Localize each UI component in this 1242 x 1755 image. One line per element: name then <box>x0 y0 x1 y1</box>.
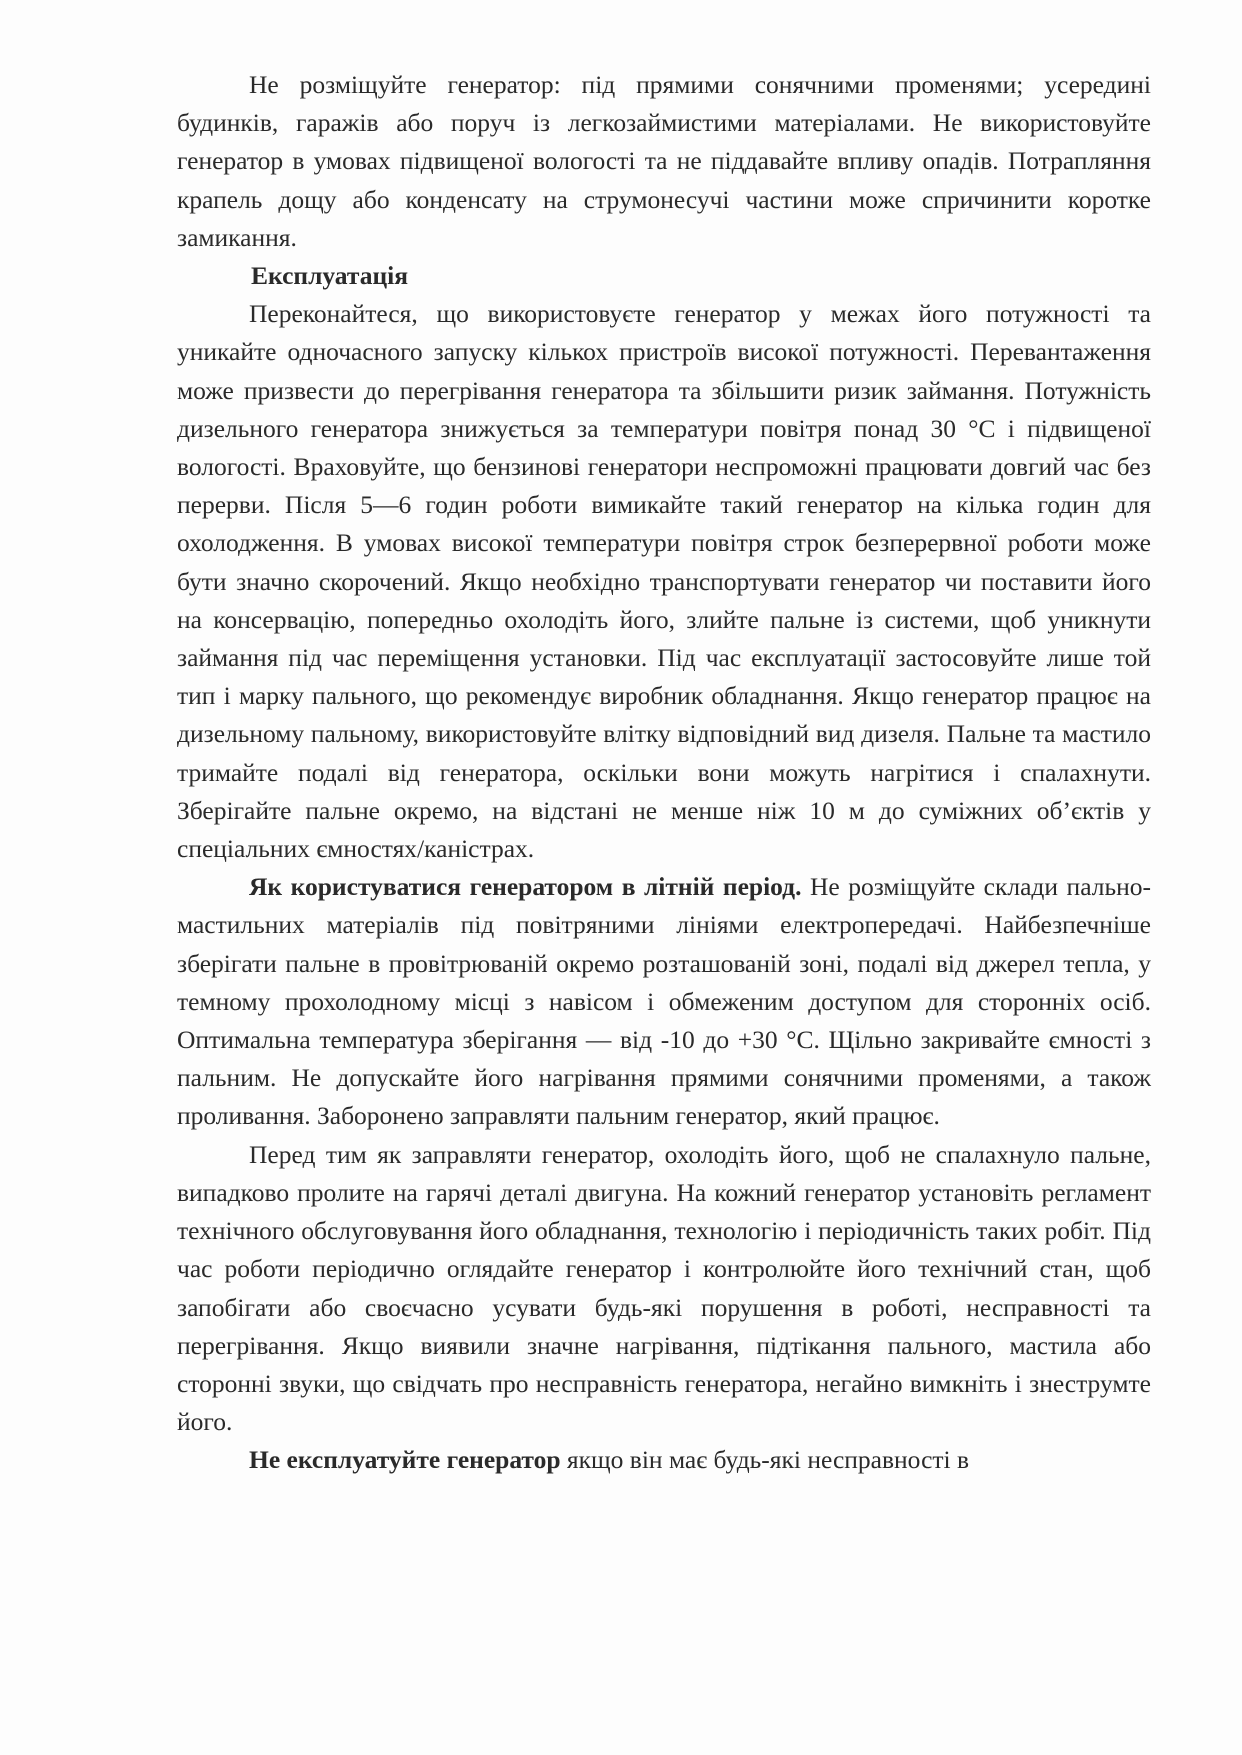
paragraph-summer-use <box>177 868 1151 1135</box>
summer-use-heading: Як користуватися генератором в літній період. <box>249 872 802 902</box>
paragraph-do-not-operate <box>177 1441 1151 1479</box>
do-not-operate-text: якщо він має будь-які несправності в <box>560 1445 970 1475</box>
paragraph-refueling: Перед тим як заправляти генератор, охолодіть його, щоб не спалахнуло пальне, випадково пролите на гарячі деталі двигуна. На кожний генератор установіть регламент технічного обслуговування його обладнання, технологію і періодичність таких робіт. Під час роботи періодично оглядайте генератор і контролюйте його технічний стан, щоб запобігати або своєчасно усувати будь-які порушення в роботі, несправності та перегрівання. Якщо виявили значне нагрівання, підтікання пального, мастила або сторонні звуки, що свідчать про несправність генератора, негайно вимкніть і знеструмте його. <box>177 1139 1151 1437</box>
paragraph-operation: Переконайтеся, що використовуєте генератор у межах його потужності та уникайте одночасного запуску кількох пристроїв високої потужності. Перевантаження може призвести до перегрівання генератора та збільшити ризик займання. Потужність дизельного генератора знижується за температури повітря понад 30 °С і підвищеної вологості. Враховуйте, що бензинові генератори неспроможні працювати довгий час без перерви. Після 5—6 годин роботи вимикайте такий генератор на кілька годин для охолодження. В умовах високої температури повітря строк безперервної роботи може бути значно скорочений. Якщо необхідно транспортувати генератор чи поставити його на консервацію, попередньо охолодіть його, злийте пальне із системи, щоб уникнути займання під час переміщення установки. Під час експлуатації застосовуйте лише той тип і марку пального, що рекомендує виробник обладнання. Якщо генератор працює на дизельному пальному, використовуйте влітку відповідний вид дизеля. Пальне та мастило тримайте подалі від генератора, оскільки вони можуть нагрітися і спалахнути. Зберігайте пальне окремо, на відстані не менше ніж 10 м до суміжних об’єктів у спеціальних ємностях/каністрах. <box>177 299 1151 864</box>
heading-operation: Експлуатація <box>251 261 409 291</box>
document-body <box>177 66 1151 1480</box>
paragraph-placement: Не розміщуйте генератор: під прямими сонячними променями; усередині будинків, гаражів або поруч із легкозаймистими матеріалами. Не використовуйте генератор в умовах підвищеної вологості та не піддавайте впливу опадів. Потрапляння крапель дощу або конденсату на струмонесучі частини може спричинити коротке замикання. <box>177 70 1151 252</box>
summer-use-text: Не розміщуйте склади пально-мастильних матеріалів під повітряними лініями електропередачі. Найбезпечніше зберігати пальне в провітрюваній окремо розташованій зоні, подалі від джерел тепла, у темному прохолодному місці з навісом і обмеженим доступом для сторонніх осіб. Оптимальна температура зберігання — від -10 до +30 °С. Щільно закривайте ємності з пальним. Не допускайте його нагрівання прямими сонячними променями, а також проливання. Заборонено заправляти пальним генератор, який працює. <box>177 872 1151 1131</box>
do-not-operate-heading: Не експлуатуйте генератор <box>249 1445 561 1475</box>
